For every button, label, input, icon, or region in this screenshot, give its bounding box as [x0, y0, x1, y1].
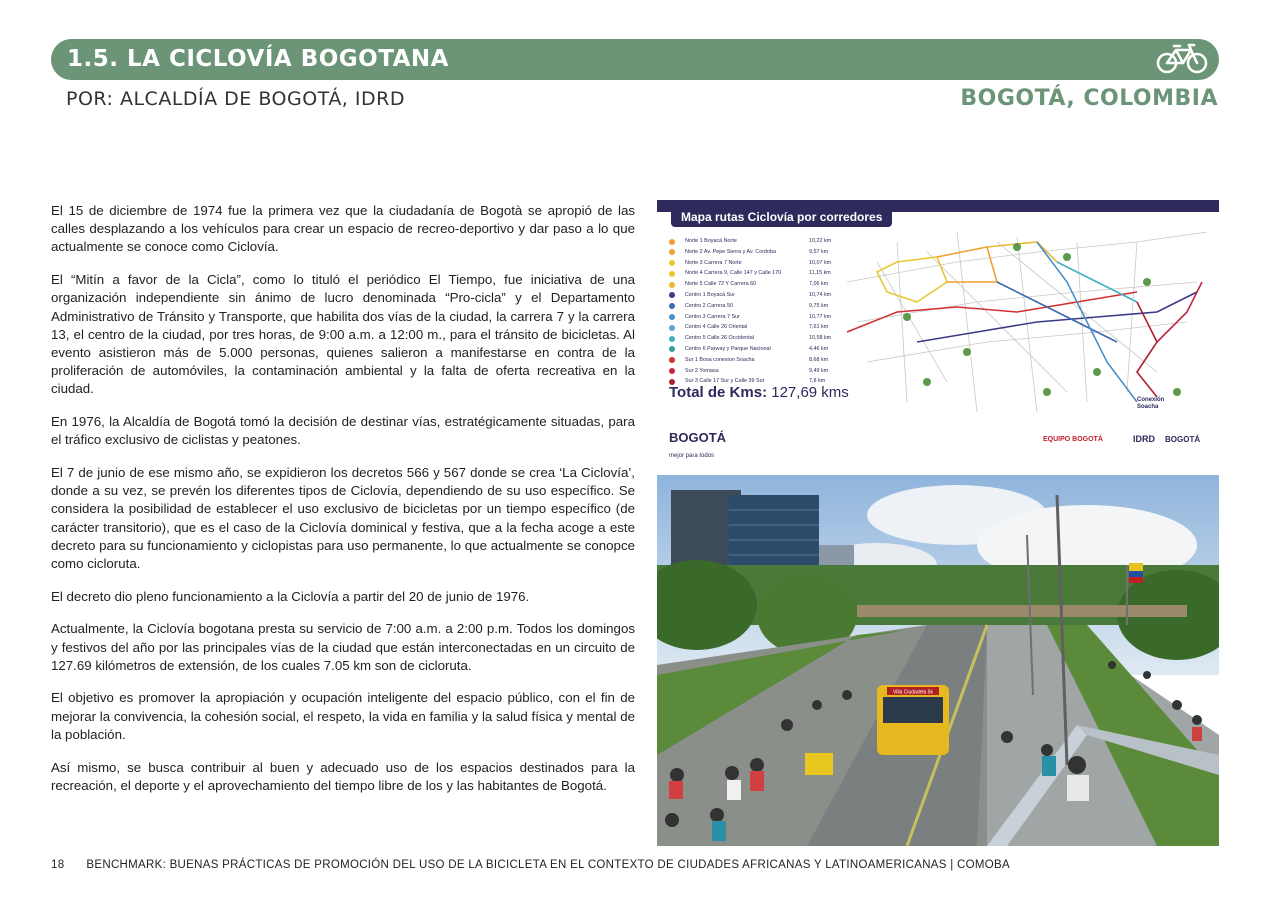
route-length: 4,46 km	[809, 345, 829, 352]
legend-row	[669, 258, 857, 269]
route-name: Centro 6 Parway y Parque Nacional	[685, 345, 771, 352]
route-name: Norte 5 Calle 72 Y Carrera 60	[685, 281, 757, 288]
route-name: Norte 4 Carrera 9, Calle 147 y Calle 170	[685, 270, 782, 277]
route-name: Centro 3 Carrera 7 Sur	[685, 313, 740, 320]
ciclovia-photo	[657, 475, 1219, 846]
paragraph: En 1976, la Alcaldía de Bogotá tomó la decisión de destinar vías, estratégicamente situadas, para el tráfico exclusivo de ciclistas y peatones.	[51, 414, 635, 448]
bicycle-icon	[1155, 42, 1209, 76]
paragraph: Actualmente, la Ciclovía bogotana presta su servicio de 7:00 a.m. a 2:00 p.m. Todos los domingos y festivos del año por las principales vías de la ciudad que están interconectadas en un circuito de 127.69 kilómetros de extensión, de los cuales 7.05 km son de cicloruta.	[51, 621, 635, 673]
route-color-dot	[669, 292, 675, 298]
route-length: 9,49 km	[809, 367, 829, 374]
route-color-dot	[669, 346, 675, 352]
footer-text: BENCHMARK: BUENAS PRÁCTICAS DE PROMOCIÓN DEL USO DE LA BICICLETA EN EL CONTEXTO DE CIUDADES AFRICANAS Y LATINOAMERICANAS | COMOBA	[86, 859, 1010, 871]
paragraph: El 7 de junio de ese mismo año, se expidieron los decretos 566 y 567 donde se crea ‘La Ciclovía’, donde a su vez, se prevén los diferentes tipos de Ciclovía, dependiendo de su uso específico. Se considera la posibilidad de establecer el uso exclusivo de bicicletas por un tiempo específico (de carácter transitorio), que es el caso de la Ciclovía dominical y festiva, que a la fecha acoge a este decreto para su funcionamiento y ciclopistas para uso permanente, lo que actualmente se conopce como cicloruta.	[51, 464, 635, 571]
paragraph: El decreto dio pleno funcionamiento a la Ciclovía a partir del 20 de junio de 1976.	[51, 588, 530, 604]
partner-logos	[1043, 430, 1213, 448]
legend-row	[669, 344, 857, 355]
route-name: Centro 2 Carrera 50	[685, 302, 733, 309]
paragraph: Así mismo, se busca contribuir al buen y adecuado uso de los espacios destinados para la recreación, el deporte y el aprovechamiento del tiempo libre de los y las habitantes de Bogotá.	[51, 759, 635, 793]
route-length: 9,57 km	[809, 248, 829, 255]
legend-row	[669, 333, 857, 344]
conexion-soacha-label: Conexión Soacha	[1137, 397, 1165, 410]
route-length: 8,68 km	[809, 356, 829, 363]
ciclovia-route-map	[657, 200, 1219, 459]
route-color-dot	[669, 314, 675, 320]
bogota-logo	[669, 430, 726, 460]
route-name: Centro 5 Calle 26 Occidental	[685, 335, 754, 342]
route-color-dot	[669, 249, 675, 255]
route-length: 10,07 km	[809, 259, 832, 266]
legend-row	[669, 279, 857, 290]
author-line: POR: ALCALDÍA DE BOGOTÁ, IDRD	[66, 88, 405, 110]
route-length: 7,06 km	[809, 281, 829, 288]
route-color-dot	[669, 357, 675, 363]
route-length: 10,58 km	[809, 335, 832, 342]
route-name: Norte 3 Carrera 7 Norte	[685, 259, 742, 266]
section-title: 1.5. LA CICLOVÍA BOGOTANA	[67, 46, 449, 72]
route-length: 7,61 km	[809, 324, 829, 331]
map-title: Mapa rutas Ciclovía por corredores	[671, 207, 892, 227]
legend-row	[669, 322, 857, 333]
legend-row	[669, 290, 857, 301]
bogota-logo-text: BOGOTÁ	[669, 430, 727, 445]
route-color-dot	[669, 336, 675, 342]
route-color-dot	[669, 368, 675, 374]
route-name: Centro 4 Calle 26 Oriental	[685, 324, 748, 331]
route-length: 10,74 km	[809, 291, 832, 298]
body-text	[51, 202, 635, 809]
route-color-dot	[669, 239, 675, 245]
route-length: 10,77 km	[809, 313, 832, 320]
route-color-dot	[669, 260, 675, 266]
route-name: Sur 2 Yomasa	[685, 367, 719, 374]
idrd-logo: IDRD	[1133, 434, 1155, 444]
route-map-drawing	[837, 222, 1219, 418]
route-length: 7,8 km	[809, 378, 826, 385]
paragraph: El 15 de diciembre de 1974 fue la primera vez que la ciudadanía de Bogotà se apropió de las calles desplazando a los vehículos para crear un espacio de recreo-deportivo y dar paso a lo que actualmente se conoce como Ciclovía.	[51, 203, 635, 255]
route-name: Norte 2 Av. Pepe Sierra y Av. Cordoba	[685, 248, 776, 255]
route-name: Sur 3 Calle 17 Sur y Calle 39 Sur	[685, 378, 765, 385]
route-color-dot	[669, 303, 675, 309]
route-legend	[669, 236, 857, 387]
bogota-secondary-logo: BOGOTÁ	[1165, 435, 1201, 444]
legend-row	[669, 355, 857, 366]
section-banner	[51, 39, 1219, 80]
legend-row	[669, 236, 857, 247]
bus-route-sign: Villa Ciudadela 5k	[893, 689, 933, 696]
route-color-dot	[669, 271, 675, 277]
bogota-logo-tagline: mejor para todos	[669, 453, 715, 459]
route-name: Centro 1 Boyacá Sur	[685, 291, 736, 298]
route-color-dot	[669, 282, 675, 288]
route-length: 10,22 km	[809, 238, 832, 244]
location-label: BOGOTÁ, COLOMBIA	[960, 86, 1218, 111]
map-total	[669, 384, 849, 401]
legend-row	[669, 268, 857, 279]
route-color-dot	[669, 325, 675, 331]
legend-row	[669, 366, 857, 377]
route-name: Norte 1 Boyacá Norte	[685, 238, 737, 244]
page-footer	[51, 859, 1010, 871]
route-length: 9,75 km	[809, 302, 829, 309]
legend-row	[669, 301, 857, 312]
paragraph: El objetivo es promover la apropiación y ocupación inteligente del espacio público, con el fin de mejorar la convivencia, la cohesión social, el respeto, la vida en familia y la salud física y mental de la población.	[51, 690, 635, 742]
paragraph: El “Mitín a favor de la Cicla”, como lo tituló el periódico El Tiempo, fue iniciativa de una organización independiente sin ánimo de lucro denominada “Pro-cicla” y el Departamento Administrativo de Tránsito y Transporte, que habilita dos vías de la ciudad, la carrera 7 y la carrera 13, el centro de la ciudad, por tres horas, de 9:00 a.m. a 12:00 m., para el tránsito de bicicletas. Al evento asistieron más de 5.000 personas, quienes salieron a manifestarse en contra de la proliferación de automóviles, la contaminación ambiental y la falta de oferta recreativa en la ciudad.	[51, 272, 635, 397]
route-name: Sur 1 Bosa conexion Soacha	[685, 356, 755, 363]
route-length: 11,15 km	[809, 270, 831, 277]
page-number: 18	[51, 859, 65, 871]
equipo-bogota-logo: EQUIPO BOGOTÁ	[1043, 436, 1103, 443]
total-value: 127,69 kms	[771, 384, 849, 401]
total-label: Total de Kms:	[669, 384, 768, 401]
park-icons	[903, 243, 1181, 396]
legend-row	[669, 312, 857, 323]
legend-row	[669, 247, 857, 258]
